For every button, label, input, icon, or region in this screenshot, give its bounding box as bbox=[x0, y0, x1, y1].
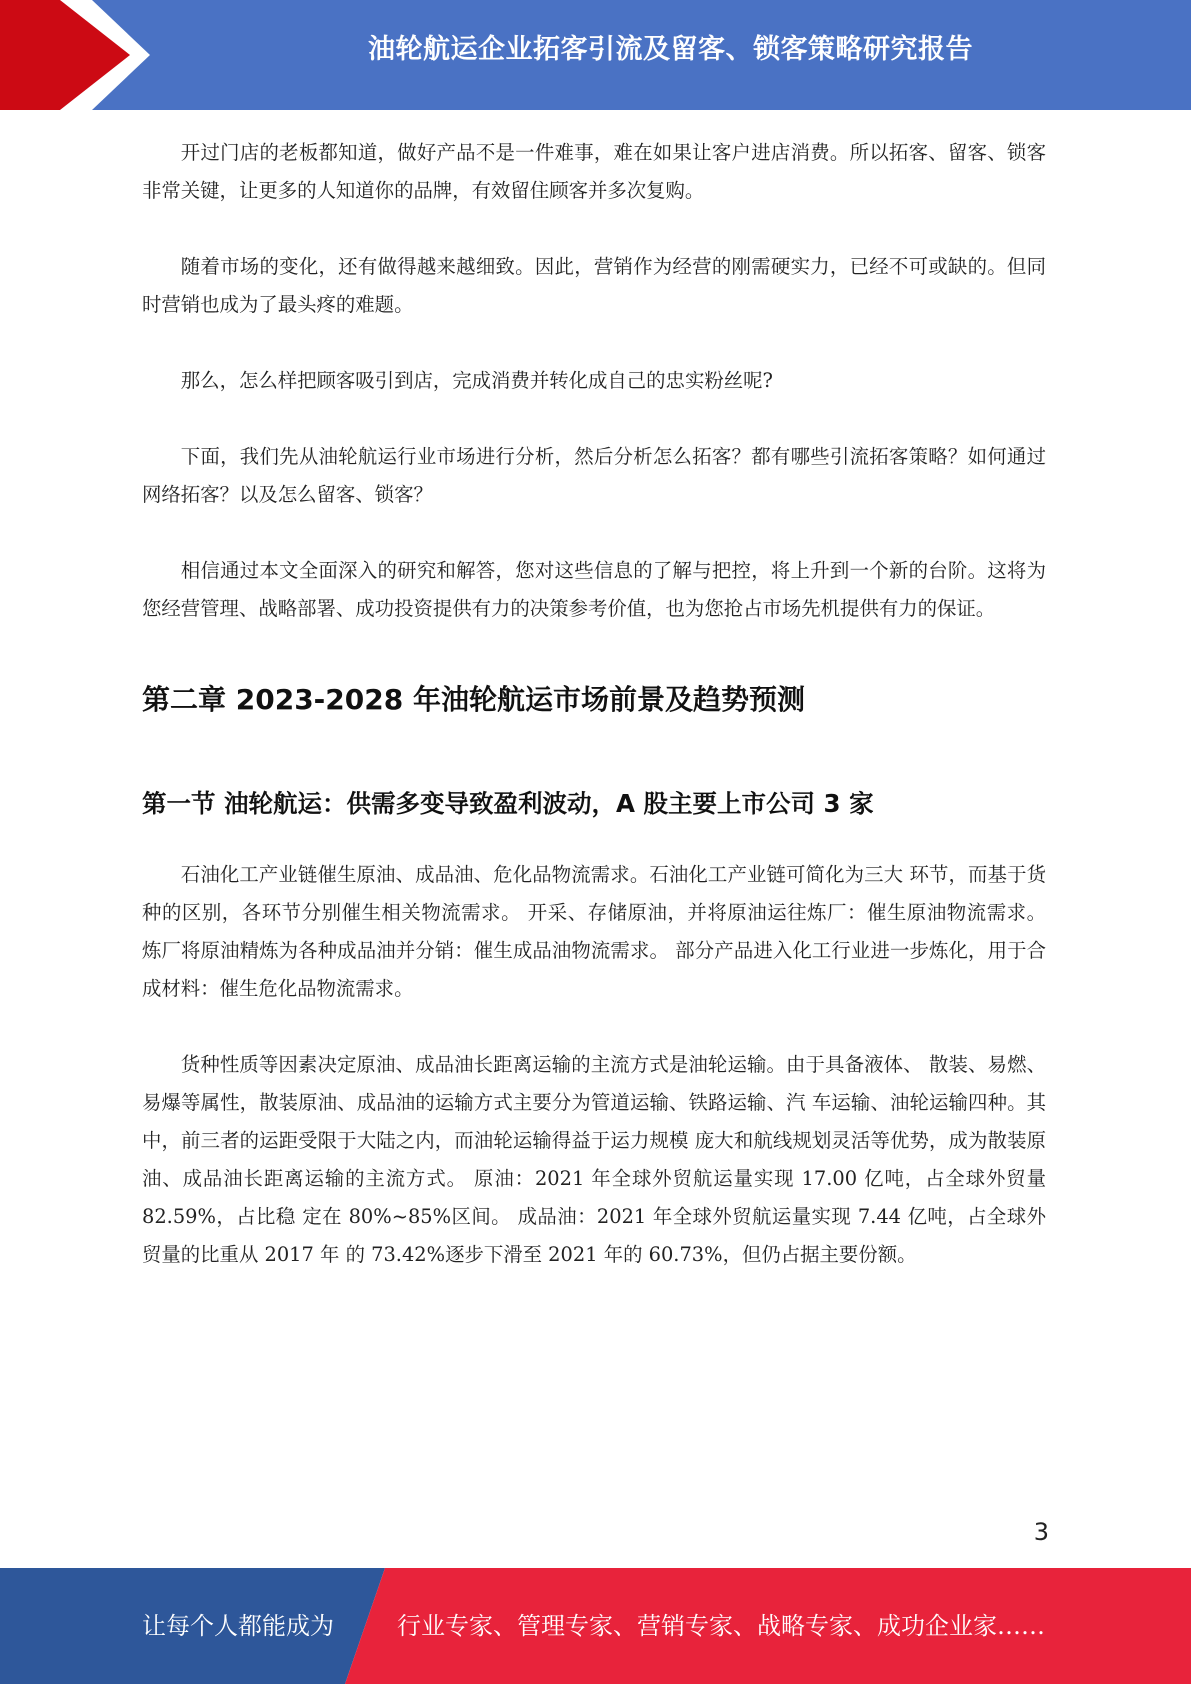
report-title: 油轮航运企业拓客引流及留客、锁客策略研究报告 bbox=[368, 34, 973, 65]
document-body bbox=[142, 134, 1046, 1312]
page-number: 3 bbox=[1033, 1518, 1049, 1546]
footer-banner bbox=[0, 1568, 1191, 1684]
paragraph: 下面，我们先从油轮航运行业市场进行分析，然后分析怎么拓客？都有哪些引流拓客策略？如何通过网络拓客？以及怎么留客、锁客？ bbox=[142, 445, 1046, 506]
section-title: 第一节 油轮航运：供需多变导致盈利波动，A 股主要上市公司 3 家 bbox=[142, 789, 874, 818]
footer-slogan-right: 行业专家、管理专家、营销专家、战略专家、成功企业家…… bbox=[397, 1612, 1045, 1640]
paragraph: 相信通过本文全面深入的研究和解答，您对这些信息的了解与把控，将上升到一个新的台阶。这将为您经营管理、战略部署、成功投资提供有力的决策参考价值，也为您抢占市场先机提供有力的保证。 bbox=[142, 559, 1046, 620]
paragraph: 随着市场的变化，还有做得越来越细致。因此，营销作为经营的刚需硬实力，已经不可或缺的。但同时营销也成为了最头疼的难题。 bbox=[142, 255, 1046, 316]
paragraph: 开过门店的老板都知道，做好产品不是一件难事，难在如果让客户进店消费。所以拓客、留客、锁客非常关键，让更多的人知道你的品牌，有效留住顾客并多次复购。 bbox=[142, 141, 1046, 202]
paragraph: 那么，怎么样把顾客吸引到店，完成消费并转化成自己的忠实粉丝呢? bbox=[180, 369, 773, 392]
paragraph: 石油化工产业链催生原油、成品油、危化品物流需求。石油化工产业链可简化为三大 环节，而基于货种的区别，各环节分别催生相关物流需求。 开采、存储原油，并将原油运往炼厂：催生原油物流需求。 炼厂将原油精炼为各种成品油并分销：催生成品油物流需求。 部分产品进入化工行业进一步炼化，用于合成材料：催生危化品物流需求。 bbox=[142, 863, 1046, 1000]
footer-slogan-left: 让每个人都能成为 bbox=[142, 1612, 334, 1640]
chapter-title: 第二章 2023-2028 年油轮航运市场前景及趋势预测 bbox=[142, 683, 805, 716]
paragraph: 货种性质等因素决定原油、成品油长距离运输的主流方式是油轮运输。由于具备液体、 散装、易燃、易爆等属性，散装原油、成品油的运输方式主要分为管道运输、铁路运输、汽 车运输、油轮运输四种。其中，前三者的运距受限于大陆之内，而油轮运输得益于运力规模 庞大和航线规划灵活等优势，成为散装原油、成品油长距离运输的主流方式。 原油：2021 年全球外贸航运量实现 17.00 亿吨，占全球外贸量 82.59%，占比稳 定在 80%~85%区间。 成品油：2021 年全球外贸航运量实现 7.44 亿吨，占全球外贸量的比重从 2017 年 的 73.42%逐步下滑至 2021 年的 60.73%，但仍占据主要份额。 bbox=[142, 1053, 1046, 1266]
header-banner bbox=[0, 0, 1191, 110]
